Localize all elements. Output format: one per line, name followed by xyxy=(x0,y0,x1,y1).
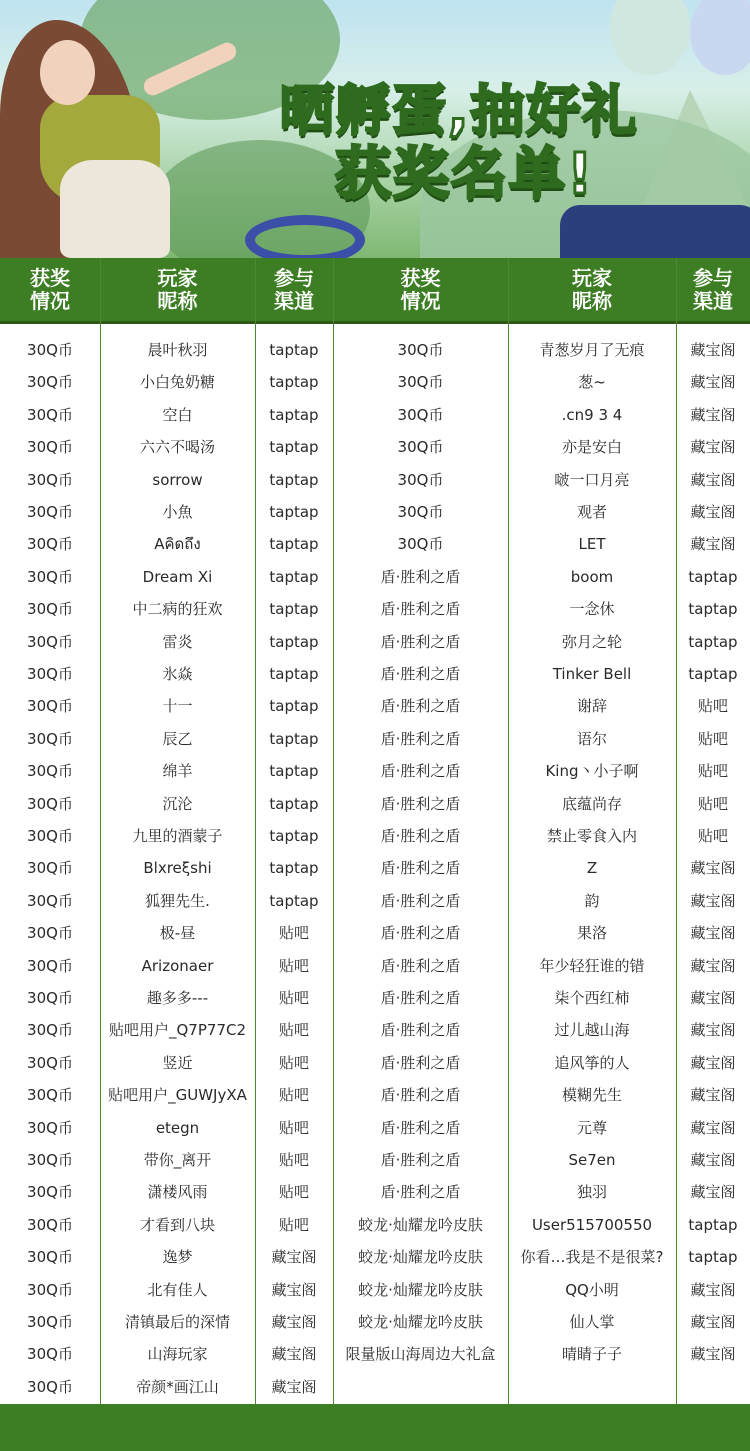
nickname-cell: Aคิดถึง xyxy=(154,535,201,554)
prize-cell: 盾·胜利之盾 xyxy=(380,567,461,586)
prize-cell: 30Q币 xyxy=(397,438,444,457)
channel-cell: 贴吧 xyxy=(278,924,309,943)
nickname-cell: 仙人掌 xyxy=(569,1313,615,1331)
channel-cell: taptap xyxy=(269,729,319,748)
prize-cell: 30Q币 xyxy=(27,438,73,457)
nickname-cell: Blxreξshi xyxy=(143,859,212,878)
channel-cell: 贴吧 xyxy=(697,762,728,781)
prize-cell: 30Q币 xyxy=(27,405,73,424)
prize-cell: 30Q币 xyxy=(27,1345,73,1364)
prize-cell: 30Q币 xyxy=(27,762,73,781)
channel-cell: 贴吧 xyxy=(278,1021,309,1040)
channel-cell: 贴吧 xyxy=(278,956,309,975)
channel-cell: taptap xyxy=(269,794,319,813)
channel-cell: 藏宝阁 xyxy=(690,1151,736,1169)
prize-cell: 盾·胜利之盾 xyxy=(380,600,461,619)
nickname-cell: .cn9 3 4 xyxy=(561,405,623,424)
nickname-cell: 六六不喝汤 xyxy=(139,438,215,457)
prize-cell: 30Q币 xyxy=(27,1377,73,1396)
gift-box-decoration xyxy=(560,205,750,258)
prize-cell: 30Q币 xyxy=(27,989,73,1007)
prize-cell: 蛟龙·灿耀龙吟皮肤 xyxy=(358,1248,483,1267)
prize-cell: 30Q币 xyxy=(27,1215,73,1234)
prize-cell: 盾·胜利之盾 xyxy=(380,762,461,781)
prize-cell: 30Q币 xyxy=(27,632,73,651)
channel-cell: taptap xyxy=(269,405,319,424)
nickname-cell: 九里的酒蒙子 xyxy=(132,827,223,845)
channel-cell: 藏宝阁 xyxy=(690,535,736,554)
channel-cell: 藏宝阁 xyxy=(690,470,736,489)
header-prize: 获奖 情况 xyxy=(400,265,441,313)
prize-cell: 30Q币 xyxy=(397,405,444,424)
column-divider xyxy=(508,258,509,1404)
nickname-cell: 小白兔奶糖 xyxy=(139,373,215,392)
nickname-cell: 趣多多--- xyxy=(146,989,209,1007)
nickname-cell: 小魚 xyxy=(162,503,193,521)
nickname-cell: 晴睛子子 xyxy=(561,1345,622,1364)
channel-cell: 藏宝阁 xyxy=(690,891,736,910)
nickname-cell: 果洛 xyxy=(576,924,607,943)
prize-cell: 30Q币 xyxy=(27,1248,73,1267)
prize-cell: 30Q币 xyxy=(27,1280,73,1299)
channel-cell: taptap xyxy=(688,1215,738,1234)
channel-cell: 贴吧 xyxy=(278,1151,309,1169)
prize-cell: 盾·胜利之盾 xyxy=(380,697,461,716)
nickname-cell: 韵 xyxy=(584,891,600,910)
character-illustration xyxy=(40,40,95,105)
nickname-cell: Se7en xyxy=(568,1151,616,1169)
prize-cell: 30Q币 xyxy=(27,1021,73,1040)
channel-cell: 贴吧 xyxy=(697,827,728,845)
channel-cell: 藏宝阁 xyxy=(690,438,736,457)
nickname-cell: 啵一口月亮 xyxy=(554,470,630,489)
nickname-cell: 语尔 xyxy=(576,729,607,748)
channel-cell: 藏宝阁 xyxy=(690,859,736,878)
banner-title-line2: 获奖名单! xyxy=(335,142,595,207)
channel-cell: taptap xyxy=(269,341,319,359)
header-channel: 参与 渠道 xyxy=(274,265,314,313)
channel-cell: 藏宝阁 xyxy=(690,1345,736,1364)
channel-cell: 贴吧 xyxy=(697,729,728,748)
prize-cell: 盾·胜利之盾 xyxy=(380,1183,461,1202)
channel-cell: 藏宝阁 xyxy=(690,1053,736,1072)
character-illustration xyxy=(60,160,170,258)
prize-cell: 盾·胜利之盾 xyxy=(380,827,461,845)
prize-cell: 盾·胜利之盾 xyxy=(380,1021,461,1040)
prize-cell: 盾·胜利之盾 xyxy=(380,1086,461,1105)
prize-cell: 30Q币 xyxy=(27,567,73,586)
prize-cell: 30Q币 xyxy=(27,859,73,878)
prize-cell: 蛟龙·灿耀龙吟皮肤 xyxy=(358,1215,483,1234)
nickname-cell: sorrow xyxy=(152,470,203,489)
nickname-cell: 极-昼 xyxy=(159,924,196,943)
nickname-cell: 一念休 xyxy=(569,600,615,619)
nickname-cell: 逸梦 xyxy=(162,1248,193,1267)
channel-cell: 藏宝阁 xyxy=(690,956,736,975)
balloon-decoration xyxy=(610,0,690,75)
nickname-cell: 谢辞 xyxy=(576,697,607,716)
prize-cell: 30Q币 xyxy=(27,827,73,845)
nickname-cell: 过儿越山海 xyxy=(554,1021,630,1040)
channel-cell: 藏宝阁 xyxy=(690,1183,736,1202)
nickname-cell: 模糊先生 xyxy=(561,1086,622,1105)
prize-cell: 盾·胜利之盾 xyxy=(380,632,461,651)
prize-cell: 盾·胜利之盾 xyxy=(380,859,461,878)
nickname-cell: 潇楼风雨 xyxy=(147,1183,208,1202)
channel-cell: taptap xyxy=(269,600,319,619)
nickname-cell: 观者 xyxy=(576,503,607,521)
channel-cell: taptap xyxy=(688,1248,738,1267)
channel-cell: taptap xyxy=(269,438,319,457)
channel-cell: 贴吧 xyxy=(278,1053,309,1072)
prize-cell: 盾·胜利之盾 xyxy=(380,891,461,910)
nickname-cell: 葱~ xyxy=(578,373,606,392)
prize-cell: 盾·胜利之盾 xyxy=(380,665,461,683)
nickname-cell: 狐狸先生. xyxy=(145,891,210,910)
channel-cell: 贴吧 xyxy=(278,1215,309,1234)
prize-cell: 盾·胜利之盾 xyxy=(380,924,461,943)
channel-cell: taptap xyxy=(688,632,738,651)
channel-cell: taptap xyxy=(269,373,319,392)
channel-cell: 藏宝阁 xyxy=(271,1345,317,1364)
prize-cell: 盾·胜利之盾 xyxy=(380,989,461,1007)
channel-cell: 藏宝阁 xyxy=(690,1313,736,1331)
prize-cell: 30Q币 xyxy=(27,1118,73,1137)
ribbon-decoration xyxy=(245,215,365,258)
channel-cell: taptap xyxy=(269,859,319,878)
channel-cell: taptap xyxy=(269,567,319,586)
nickname-cell: boom xyxy=(570,567,614,586)
nickname-cell: 晨叶秋羽 xyxy=(147,341,208,359)
nickname-cell: QQ小明 xyxy=(565,1280,619,1299)
nickname-cell: etegn xyxy=(155,1118,200,1137)
prize-cell: 30Q币 xyxy=(397,373,444,392)
prize-cell: 30Q币 xyxy=(27,1183,73,1202)
prize-cell: 30Q币 xyxy=(27,1313,73,1331)
prize-cell: 30Q币 xyxy=(27,665,73,683)
nickname-cell: 北有佳人 xyxy=(147,1280,208,1299)
prize-cell: 30Q币 xyxy=(27,373,73,392)
prize-cell: 盾·胜利之盾 xyxy=(380,956,461,975)
channel-cell: taptap xyxy=(269,697,319,716)
prize-cell: 30Q币 xyxy=(27,470,73,489)
channel-cell: taptap xyxy=(688,600,738,619)
nickname-cell: 中二病的狂欢 xyxy=(132,600,223,619)
table-header xyxy=(0,258,750,324)
channel-cell: 贴吧 xyxy=(697,794,728,813)
nickname-cell: 亦是安白 xyxy=(561,438,622,457)
channel-cell: 藏宝阁 xyxy=(271,1377,317,1396)
prize-cell: 30Q币 xyxy=(27,794,73,813)
channel-cell: taptap xyxy=(269,632,319,651)
channel-cell: 藏宝阁 xyxy=(690,1118,736,1137)
prize-cell: 30Q币 xyxy=(27,341,73,359)
channel-cell: 贴吧 xyxy=(278,1118,309,1137)
nickname-cell: 元尊 xyxy=(576,1118,607,1137)
prize-cell: 30Q币 xyxy=(27,600,73,619)
channel-cell: 藏宝阁 xyxy=(690,1280,736,1299)
channel-cell: taptap xyxy=(269,665,319,683)
prize-cell: 30Q币 xyxy=(27,956,73,975)
column-divider xyxy=(100,258,101,1404)
prize-cell: 30Q币 xyxy=(27,503,73,521)
header-nickname: 玩家 昵称 xyxy=(572,265,612,313)
column-divider xyxy=(676,258,677,1404)
channel-cell: 贴吧 xyxy=(278,989,309,1007)
column-divider xyxy=(333,258,334,1404)
prize-cell: 30Q币 xyxy=(27,1086,73,1105)
nickname-cell: Dream Xi xyxy=(142,567,213,586)
prize-cell: 30Q币 xyxy=(27,1151,73,1169)
channel-cell: 藏宝阁 xyxy=(690,503,736,521)
nickname-cell: 沉沦 xyxy=(162,794,193,813)
footer-bar xyxy=(0,1404,750,1451)
banner-title-line1: 晒孵蛋,抽好礼 xyxy=(280,79,639,142)
nickname-cell: 年少轻狂谁的错 xyxy=(539,956,645,975)
prize-cell: 30Q币 xyxy=(27,535,73,554)
channel-cell: taptap xyxy=(269,827,319,845)
prize-cell: 30Q币 xyxy=(397,470,444,489)
channel-cell: 藏宝阁 xyxy=(690,1021,736,1040)
nickname-cell: 底蕴尚存 xyxy=(561,794,622,813)
channel-cell: taptap xyxy=(269,470,319,489)
channel-cell: taptap xyxy=(688,665,738,683)
nickname-cell: 弥月之轮 xyxy=(561,632,622,651)
event-banner xyxy=(0,0,750,258)
channel-cell: 贴吧 xyxy=(278,1183,309,1202)
nickname-cell: Arizonaer xyxy=(141,956,214,975)
nickname-cell: King丶小子啊 xyxy=(545,762,639,781)
nickname-cell: 氷焱 xyxy=(162,665,193,683)
nickname-cell: 追风筝的人 xyxy=(554,1053,630,1072)
prize-cell: 蛟龙·灿耀龙吟皮肤 xyxy=(358,1313,483,1331)
nickname-cell: 空白 xyxy=(162,405,193,424)
nickname-cell: 贴吧用户_GUWJyXA xyxy=(108,1086,247,1105)
nickname-cell: 独羽 xyxy=(576,1183,607,1202)
nickname-cell: 帝颜*画江山 xyxy=(136,1377,219,1396)
channel-cell: 藏宝阁 xyxy=(271,1280,317,1299)
winner-table xyxy=(0,324,750,1404)
channel-cell: taptap xyxy=(269,535,319,554)
prize-cell: 30Q币 xyxy=(397,535,444,554)
channel-cell: taptap xyxy=(269,891,319,910)
prize-cell: 30Q币 xyxy=(27,697,73,716)
channel-cell: 藏宝阁 xyxy=(690,405,736,424)
header-nickname: 玩家 昵称 xyxy=(157,265,198,313)
channel-cell: taptap xyxy=(688,567,738,586)
nickname-cell: 才看到八块 xyxy=(139,1215,215,1234)
channel-cell: 藏宝阁 xyxy=(690,1086,736,1105)
nickname-cell: 柒个西红柿 xyxy=(554,989,630,1007)
prize-cell: 盾·胜利之盾 xyxy=(380,1151,461,1169)
nickname-cell: User515700550 xyxy=(531,1215,653,1234)
prize-cell: 30Q币 xyxy=(27,891,73,910)
nickname-cell: 竖近 xyxy=(162,1053,193,1072)
channel-cell: 贴吧 xyxy=(697,697,728,716)
channel-cell: 贴吧 xyxy=(278,1086,309,1105)
channel-cell: 藏宝阁 xyxy=(271,1313,317,1331)
prize-cell: 30Q币 xyxy=(27,1053,73,1072)
nickname-cell: 清镇最后的深情 xyxy=(124,1313,230,1331)
prize-cell: 30Q币 xyxy=(397,503,444,521)
nickname-cell: 你看…我是不是很菜? xyxy=(520,1248,664,1267)
nickname-cell: 贴吧用户_Q7P77C2 xyxy=(109,1021,246,1040)
nickname-cell: 绵羊 xyxy=(162,762,193,781)
nickname-cell: 雷炎 xyxy=(162,632,193,651)
channel-cell: 藏宝阁 xyxy=(690,989,736,1007)
nickname-cell: Z xyxy=(586,859,598,878)
prize-cell: 盾·胜利之盾 xyxy=(380,1118,461,1137)
balloon-decoration xyxy=(690,0,750,75)
prize-cell: 30Q币 xyxy=(397,341,444,359)
channel-cell: 藏宝阁 xyxy=(690,373,736,392)
prize-cell: 盾·胜利之盾 xyxy=(380,794,461,813)
prize-cell: 盾·胜利之盾 xyxy=(380,1053,461,1072)
nickname-cell: Tinker Bell xyxy=(552,665,632,683)
prize-cell: 30Q币 xyxy=(27,729,73,748)
nickname-cell: 禁止零食入内 xyxy=(546,827,637,845)
channel-cell: 藏宝阁 xyxy=(271,1248,317,1267)
nickname-cell: 带你_离开 xyxy=(143,1151,212,1169)
nickname-cell: 青葱岁月了无痕 xyxy=(539,341,645,359)
channel-cell: taptap xyxy=(269,762,319,781)
channel-cell: 藏宝阁 xyxy=(690,924,736,943)
column-divider xyxy=(255,258,256,1404)
prize-cell: 30Q币 xyxy=(27,924,73,943)
prize-cell: 限量版山海周边大礼盒 xyxy=(345,1345,496,1364)
channel-cell: taptap xyxy=(269,503,319,521)
nickname-cell: 山海玩家 xyxy=(147,1345,208,1364)
nickname-cell: 十一 xyxy=(162,697,193,716)
prize-cell: 蛟龙·灿耀龙吟皮肤 xyxy=(358,1280,483,1299)
header-channel: 参与 渠道 xyxy=(693,265,733,313)
nickname-cell: LET xyxy=(578,535,606,554)
nickname-cell: 辰乙 xyxy=(162,729,193,748)
channel-cell: 藏宝阁 xyxy=(690,341,736,359)
prize-cell: 盾·胜利之盾 xyxy=(380,729,461,748)
header-prize: 获奖 情况 xyxy=(30,265,70,313)
